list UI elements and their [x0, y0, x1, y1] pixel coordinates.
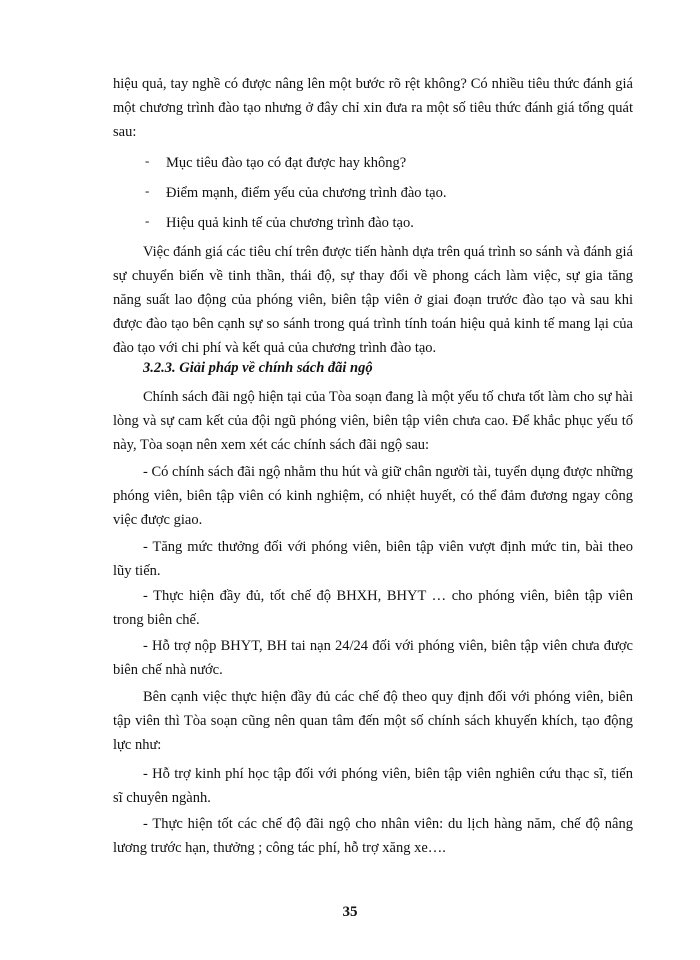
intro-paragraph: hiệu quả, tay nghề có được nâng lên một bước rõ rệt không? Có nhiều tiêu thức đánh giá một chương trình đào tạo nhưng ở đây chỉ xin đưa ra một số tiêu thức đánh giá tổng quát sau:	[113, 76, 633, 140]
motivation-item: - Thực hiện tốt các chế độ đãi ngộ cho nhân viên: du lịch hàng năm, chế độ nâng lương trước hạn, thưởng ; công tác phí, hỗ trợ xăng xe….	[113, 816, 633, 856]
policy-item: - Thực hiện đầy đủ, tốt chế độ BHXH, BHYT … cho phóng viên, biên tập viên trong biên chế.	[113, 588, 633, 628]
policy-item: - Có chính sách đãi ngộ nhằm thu hút và giữ chân người tài, tuyển dụng được những phóng viên, biên tập viên có kinh nghiệm, có nhiệt huyết, có thể đảm đương ngay công việc được giao.	[113, 464, 633, 528]
criteria-text: Điểm mạnh, điểm yếu của chương trình đào tạo.	[166, 185, 447, 201]
criteria-text: Mục tiêu đào tạo có đạt được hay không?	[166, 155, 407, 171]
motivation-item: - Hỗ trợ kinh phí học tập đối với phóng viên, biên tập viên nghiên cứu thạc sĩ, tiến sĩ chuyên ngành.	[113, 766, 633, 806]
bullet-marker: -	[145, 213, 150, 228]
criteria-item	[145, 211, 625, 235]
section-heading: 3.2.3. Giải pháp về chính sách đãi ngộ	[143, 360, 373, 376]
policy-item: - Hỗ trợ nộp BHYT, BH tai nạn 24/24 đối với phóng viên, biên tập viên chưa được biên chế nhà nước.	[113, 638, 633, 678]
criteria-item	[145, 151, 625, 175]
page-number: 35	[342, 904, 358, 920]
evaluation-paragraph: Việc đánh giá các tiêu chí trên được tiến hành dựa trên quá trình so sánh và đánh giá sự chuyển biến về tinh thần, thái độ, sự thay đổi về phong cách làm việc, sự gia tăng năng suất lao động của phóng viên, biên tập viên ở giai đoạn trước đào tạo và sau khi được đào tạo bên cạnh sự so sánh trong quá trình tính toán hiệu quả kinh tế mang lại của đào tạo với chi phí và kết quả của chương trình đào tạo.	[113, 244, 633, 356]
criteria-text: Hiệu quả kinh tế của chương trình đào tạo.	[166, 215, 414, 231]
policy-item: - Tăng mức thưởng đối với phóng viên, biên tập viên vượt định mức tin, bài theo lũy tiến.	[113, 539, 633, 579]
bullet-marker: -	[145, 183, 150, 198]
motivation-intro-paragraph: Bên cạnh việc thực hiện đầy đủ các chế độ theo quy định đối với phóng viên, biên tập viên thì Tòa soạn cũng nên quan tâm đến một số chính sách khuyến khích, tạo động lực như:	[113, 689, 633, 753]
section-intro-paragraph: Chính sách đãi ngộ hiện tại của Tòa soạn đang là một yếu tố chưa tốt làm cho sự hài lòng và sự cam kết của đội ngũ phóng viên, biên tập viên chưa cao. Để khắc phục yếu tố này, Tòa soạn nên xem xét các chính sách đãi ngộ sau:	[113, 389, 633, 453]
bullet-marker: -	[145, 153, 150, 168]
criteria-item	[145, 181, 625, 205]
